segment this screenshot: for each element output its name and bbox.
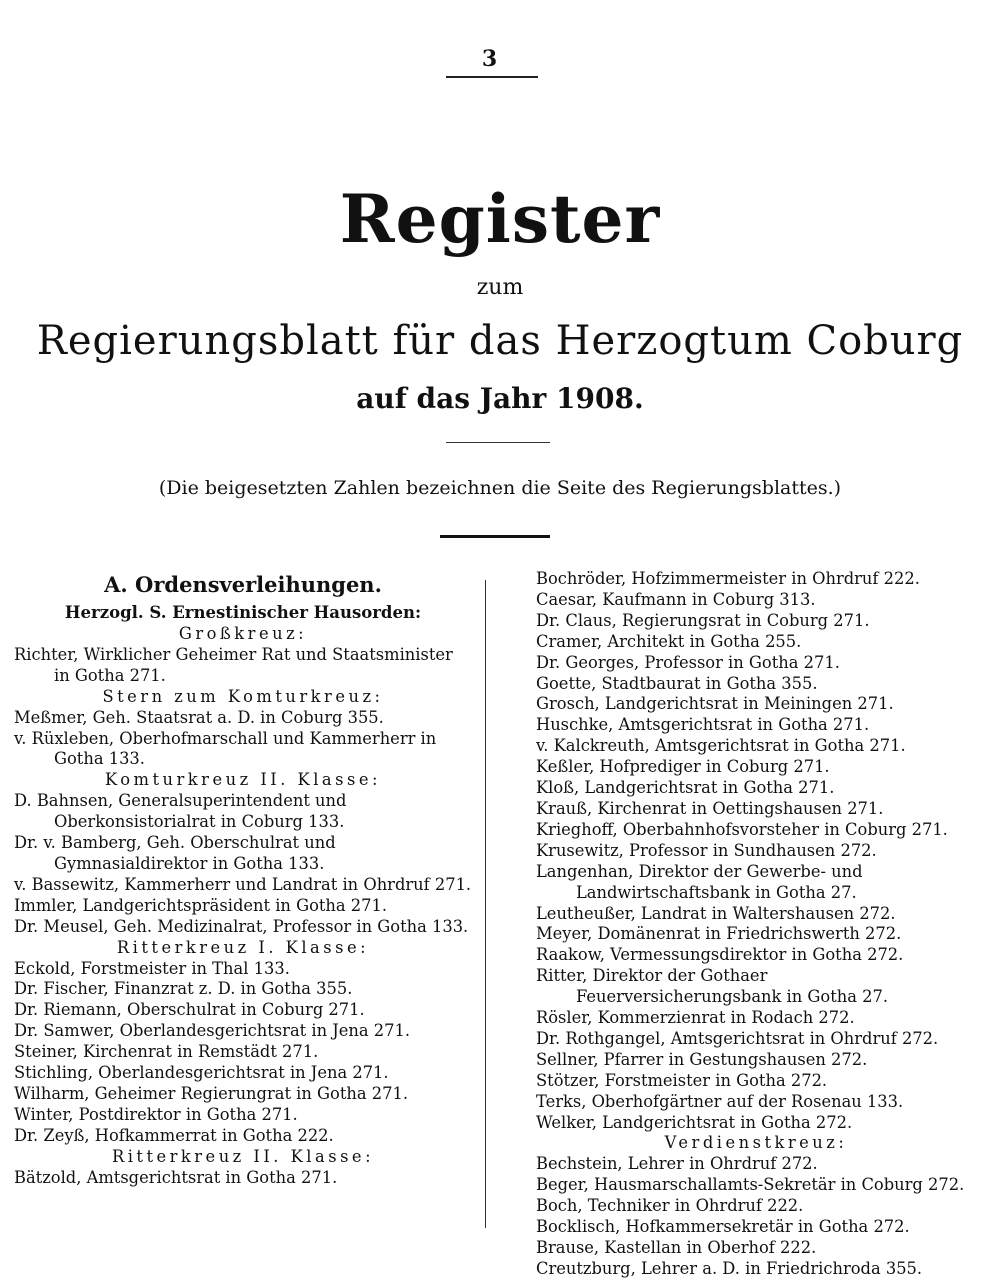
- register-entry: Dr. Riemann, Oberschulrat in Coburg 271.: [14, 1000, 365, 1020]
- register-entry: Kloß, Landgerichtsrat in Gotha 271.: [536, 778, 835, 798]
- register-entry: Boch, Techniker in Ohrdruf 222.: [536, 1196, 804, 1216]
- register-entry: v. Kalckreuth, Amtsgerichtsrat in Gotha 271.: [536, 736, 906, 756]
- left-entry-list: [14, 568, 472, 1188]
- order-heading: Herzogl. S. Ernestinischer Hausorden:: [64, 603, 422, 622]
- register-entry: Dr. Samwer, Oberlandesgerichtsrat in Jena 271.: [14, 1021, 411, 1041]
- register-entry: Meyer, Domänenrat in Friedrichswerth 272.: [536, 924, 902, 944]
- register-entry: Bocklisch, Hofkammersekretär in Gotha 272.: [536, 1217, 910, 1237]
- register-entry: Langenhan, Direktor der Gewerbe- und Landwirtschaftsbank in Gotha 27.: [536, 861, 863, 902]
- register-entry: Stötzer, Forstmeister in Gotha 272.: [536, 1070, 828, 1090]
- register-entry: Winter, Postdirektor in Gotha 271.: [14, 1104, 298, 1124]
- header-rule-thick: [440, 535, 550, 538]
- register-entry: Goette, Stadtbaurat in Gotha 355.: [536, 673, 818, 693]
- page-number-rule: [446, 76, 538, 78]
- register-entry: Krieghoff, Oberbahnhofsvorsteher in Coburg 271.: [536, 819, 948, 839]
- register-entry: Huschke, Amtsgerichtsrat in Gotha 271.: [536, 715, 870, 735]
- register-entry: Krauß, Kirchenrat in Oettingshausen 271.: [536, 798, 884, 818]
- section-heading: A. Ordensverleihungen.: [104, 572, 382, 597]
- page-reference-note: (Die beigesetzten Zahlen bezeichnen die Seite des Regierungsblattes.): [158, 477, 842, 499]
- right-entry-list: [536, 569, 976, 1280]
- register-entry: Dr. Zeyß, Hofkammerrat in Gotha 222.: [14, 1125, 334, 1145]
- register-entry: Meßmer, Geh. Staatsrat a. D. in Coburg 355.: [14, 707, 384, 727]
- document-title: Register: [339, 180, 661, 258]
- register-entry: Wilharm, Geheimer Regierungrat in Gotha 271.: [14, 1083, 409, 1103]
- register-entry: Richter, Wirklicher Geheimer Rat und Staatsminister in Gotha 271.: [14, 644, 453, 685]
- class-heading: Stern zum Komturkreuz:: [102, 686, 384, 706]
- register-entry: Rösler, Kommerzienrat in Rodach 272.: [536, 1008, 855, 1028]
- register-entry: Keßler, Hofprediger in Coburg 271.: [536, 757, 830, 777]
- class-heading: Verdienstkreuz:: [664, 1133, 848, 1153]
- register-entry: Steiner, Kirchenrat in Remstädt 271.: [14, 1042, 319, 1062]
- register-entry: Creutzburg, Lehrer a. D. in Friedrichroda 355.: [536, 1258, 923, 1278]
- register-entry: Cramer, Architekt in Gotha 255.: [536, 631, 802, 651]
- register-entry: Krusewitz, Professor in Sundhausen 272.: [536, 840, 877, 860]
- register-entry: v. Rüxleben, Oberhofmarschall und Kammerherr in Gotha 133.: [14, 728, 437, 769]
- register-entry: Welker, Landgerichtsrat in Gotha 272.: [536, 1112, 853, 1132]
- column-divider: [485, 580, 486, 1228]
- class-heading: Komturkreuz II. Klasse:: [105, 770, 381, 790]
- left-column: [14, 568, 472, 1188]
- register-entry: Caesar, Kaufmann in Coburg 313.: [536, 589, 816, 609]
- register-entry: Raakow, Vermessungsdirektor in Gotha 272.: [536, 945, 904, 965]
- register-entry: Sellner, Pfarrer in Gestungshausen 272.: [536, 1049, 868, 1069]
- register-entry: Grosch, Landgerichtsrat in Meiningen 271.: [536, 694, 894, 714]
- register-entry: Dr. Georges, Professor in Gotha 271.: [536, 652, 840, 672]
- header-rule-thin: [446, 442, 550, 443]
- register-entry: Immler, Landgerichtspräsident in Gotha 271.: [14, 895, 388, 915]
- year-line: auf das Jahr 1908.: [356, 382, 644, 415]
- class-heading: Ritterkreuz I. Klasse:: [116, 937, 370, 957]
- register-entry: Dr. v. Bamberg, Geh. Oberschulrat und Gymnasialdirektor in Gotha 133.: [14, 833, 336, 873]
- register-entry: D. Bahnsen, Generalsuperintendent und Oberkonsistorialrat in Coburg 133.: [14, 791, 347, 832]
- register-entry: Terks, Oberhofgärtner auf der Rosenau 133.: [536, 1091, 904, 1111]
- class-heading: Ritterkreuz II. Klasse:: [111, 1146, 375, 1166]
- title-connector: zum: [476, 275, 524, 300]
- register-entry: v. Bassewitz, Kammerherr und Landrat in Ohrdruf 271.: [14, 874, 472, 894]
- register-entry: Bochröder, Hofzimmermeister in Ohrdruf 222.: [536, 569, 920, 588]
- document-subtitle: Regierungsblatt für das Herzogtum Coburg: [36, 318, 964, 364]
- register-entry: Dr. Claus, Regierungsrat in Coburg 271.: [536, 610, 870, 630]
- register-entry: Brause, Kastellan in Oberhof 222.: [536, 1238, 817, 1257]
- register-entry: Dr. Fischer, Finanzrat z. D. in Gotha 355.: [14, 979, 353, 999]
- register-entry: Ritter, Direktor der Gothaer Feuerversicherungsbank in Gotha 27.: [536, 966, 889, 1007]
- register-entry: Bätzold, Amtsgerichtsrat in Gotha 271.: [14, 1167, 338, 1187]
- register-entry: Beger, Hausmarschallamts-Sekretär in Coburg 272.: [536, 1175, 965, 1195]
- register-entry: Bechstein, Lehrer in Ohrdruf 272.: [536, 1154, 818, 1174]
- right-column: [536, 569, 976, 1280]
- register-entry: Dr. Rothgangel, Amtsgerichtsrat in Ohrdruf 272.: [536, 1028, 939, 1048]
- page-number: 3: [481, 46, 499, 72]
- register-entry: Eckold, Forstmeister in Thal 133.: [14, 958, 290, 978]
- class-heading: Großkreuz:: [178, 624, 308, 643]
- register-entry: Stichling, Oberlandesgerichtsrat in Jena 271.: [14, 1063, 389, 1083]
- register-entry: Leutheußer, Landrat in Waltershausen 272.: [536, 903, 896, 923]
- register-entry: Dr. Meusel, Geh. Medizinalrat, Professor in Gotha 133.: [14, 916, 469, 936]
